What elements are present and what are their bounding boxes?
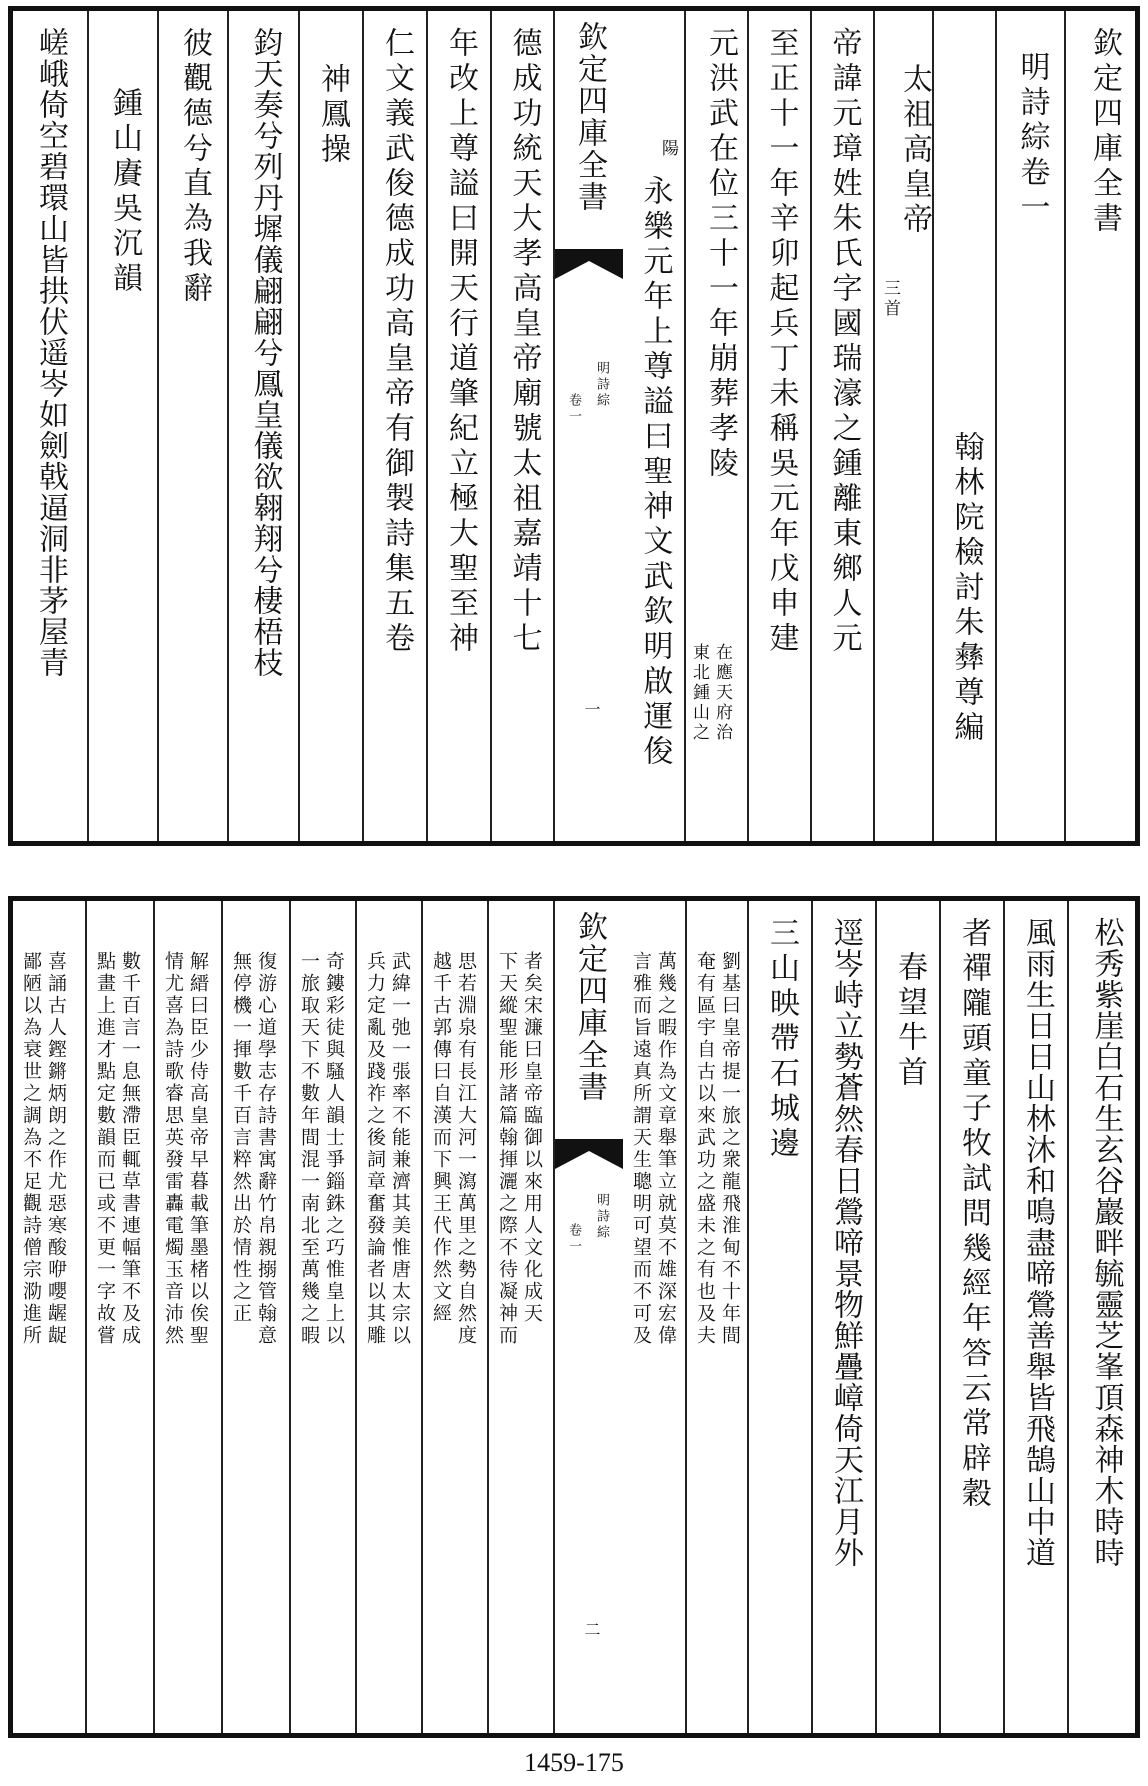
commentary: 越千古郭傳曰自漢而下興王代作然文經 bbox=[430, 951, 452, 1325]
center-page-number: 一 bbox=[582, 701, 601, 720]
commentary-pair bbox=[497, 951, 541, 1347]
text-line: 鈞天奏兮列丹墀儀翩翩兮鳳皇儀欲翱翔兮棲梧枝 bbox=[247, 27, 283, 678]
commentary: 思若淵泉有長江大河一瀉萬里之勢自然度 bbox=[455, 951, 477, 1347]
center-book-title: 欽定四庫全書 bbox=[572, 21, 607, 213]
column-14 bbox=[153, 901, 223, 1733]
commentary-pair bbox=[431, 951, 475, 1347]
column-11 bbox=[355, 901, 423, 1733]
text-line: 三山映帶石城邊 bbox=[764, 917, 799, 1162]
commentary-pair bbox=[365, 951, 409, 1347]
column-9 bbox=[490, 11, 555, 841]
column-6 bbox=[747, 11, 812, 841]
commentary: 喜誦古人鏗鏘炳朗之作尤惡寒酸咿嚶龌龊 bbox=[45, 951, 67, 1347]
commentary: 下天縱聖能形諸篇翰揮灑之際不待凝神而 bbox=[496, 951, 518, 1347]
commentary: 者矣宋濂曰皇帝臨御以來用人文化成天 bbox=[521, 951, 543, 1325]
commentary: 兵力定亂及踐祚之後詞章奮發論者以其雕 bbox=[364, 951, 386, 1347]
column-1 bbox=[1064, 11, 1140, 841]
annotation: 陽 bbox=[658, 139, 678, 159]
column-7 bbox=[685, 901, 749, 1733]
text-line: 帝諱元璋姓朱氏字國瑞濠之鍾離東鄉人元 bbox=[826, 27, 862, 657]
compiler-line: 翰林院檢討朱彝尊編 bbox=[948, 431, 984, 746]
top-page bbox=[8, 6, 1140, 846]
text-line: 德成功統天大孝高皇帝廟號太祖嘉靖十七 bbox=[506, 27, 542, 657]
column-5 bbox=[810, 11, 875, 841]
column-8 bbox=[621, 901, 687, 1733]
book-title: 欽定四庫全書 bbox=[1087, 27, 1122, 237]
center-book-name: 明詩綜 bbox=[594, 361, 609, 409]
column-14 bbox=[157, 11, 229, 841]
column-3 bbox=[932, 11, 997, 841]
center-book-name: 明詩綜 bbox=[594, 1193, 609, 1241]
poem-title: 神鳳操 bbox=[315, 63, 350, 168]
commentary-pair bbox=[631, 951, 675, 1347]
text-line: 逕岑峙立勢蒼然春日鶯啼景物鮮疊嶂倚天江月外 bbox=[828, 917, 863, 1568]
column-13 bbox=[227, 11, 300, 841]
text-line: 元洪武在位三十一年崩葬孝陵 bbox=[703, 27, 738, 482]
commentary: 情尤喜為詩歌睿思英發雷轟電燭玉音沛然 bbox=[162, 951, 184, 1347]
column-6 bbox=[747, 901, 813, 1733]
center-page-number: 二 bbox=[582, 1621, 601, 1640]
text-line: 風雨生日日山林沐和鳴盡啼鶯善舉皆飛鵠山中道 bbox=[1020, 917, 1055, 1568]
column-12 bbox=[289, 901, 357, 1733]
column-9 bbox=[487, 901, 555, 1733]
author-heading: 太祖高皇帝 bbox=[897, 63, 932, 238]
annotation: 東北鍾山之 bbox=[689, 643, 709, 743]
text-line: 松秀紫崖白石生玄谷巖畔毓靈芝峯頂森神木時時 bbox=[1088, 917, 1124, 1568]
fold-center bbox=[553, 901, 623, 1733]
column-5 bbox=[811, 901, 877, 1733]
commentary: 點畫上進才點定數韻而已或不更一字故嘗 bbox=[94, 951, 116, 1347]
commentary: 鄙陋以為衰世之調為不足觀詩僧宗泐進所 bbox=[20, 951, 42, 1347]
text-line: 年改上尊謚曰開天行道肇紀立極大聖至神 bbox=[443, 27, 478, 657]
commentary-pair bbox=[231, 951, 275, 1347]
annotation-pair bbox=[690, 643, 730, 743]
volume-title: 明詩綜卷一 bbox=[1014, 51, 1050, 226]
column-16 bbox=[13, 11, 87, 841]
commentary-pair bbox=[695, 951, 739, 1347]
commentary: 奄有區宇自古以來武功之盛未之有也及夫 bbox=[694, 951, 716, 1347]
column-12 bbox=[298, 11, 364, 841]
text-line: 者禪隴頭童子牧試問幾經年答云常辟穀 bbox=[956, 917, 991, 1512]
fold-center bbox=[553, 11, 623, 841]
column-10 bbox=[426, 11, 492, 841]
commentary-pair bbox=[21, 951, 65, 1347]
commentary: 無停機一揮數千百言粹然出於情性之正 bbox=[230, 951, 252, 1325]
commentary-pair bbox=[163, 951, 207, 1347]
column-15 bbox=[87, 11, 159, 841]
text-line: 彼觀德兮直為我辭 bbox=[177, 27, 212, 307]
center-book-title: 欽定四庫全書 bbox=[572, 911, 607, 1103]
column-1 bbox=[1067, 901, 1140, 1733]
commentary: 萬幾之暇作為文章舉筆立就莫不雄深宏偉 bbox=[655, 951, 677, 1347]
commentary: 復游心道學志存詩書寓辭竹帛親搦管翰意 bbox=[255, 951, 277, 1347]
commentary-pair bbox=[299, 951, 343, 1347]
annotation: 在應天府治 bbox=[712, 643, 732, 743]
column-11 bbox=[362, 11, 428, 841]
column-3 bbox=[939, 901, 1005, 1733]
commentary: 武緯一弛一張率不能兼濟其美惟唐太宗以 bbox=[389, 951, 411, 1347]
column-4 bbox=[873, 11, 934, 841]
commentary: 數千百言一息無滯臣輒草書連幅筆不及成 bbox=[119, 951, 141, 1347]
page-number: 1459-175 bbox=[524, 1748, 624, 1777]
commentary: 言雅而旨遠真所謂天生聰明可望而不可及 bbox=[630, 951, 652, 1347]
column-13 bbox=[221, 901, 291, 1733]
column-15 bbox=[85, 901, 155, 1733]
commentary: 解縉曰臣少侍高皇帝早暮載筆墨楮以俟聖 bbox=[187, 951, 209, 1347]
bottom-page bbox=[8, 896, 1140, 1738]
text-line: 永樂元年上尊謚曰聖神文武欽明啟運俊 bbox=[637, 175, 673, 770]
commentary-pair bbox=[95, 951, 139, 1347]
column-10 bbox=[421, 901, 489, 1733]
text-line: 仁文義武俊德成功高皇帝有御製詩集五卷 bbox=[379, 27, 414, 657]
fishtail-mark-icon bbox=[555, 1139, 623, 1169]
column-2 bbox=[995, 11, 1066, 841]
poem-title: 鍾山賡吳沉韻 bbox=[107, 87, 142, 297]
column-4 bbox=[875, 901, 941, 1733]
commentary: 劉基曰皇帝提一旅之衆龍飛淮甸不十年間 bbox=[719, 951, 741, 1347]
center-volume: 卷一 bbox=[566, 393, 581, 425]
text-line: 至正十一年辛卯起兵丁未稱吳元年戊申建 bbox=[763, 27, 799, 657]
poem-count-note: 三首 bbox=[880, 279, 900, 319]
column-2 bbox=[1003, 901, 1069, 1733]
center-volume: 卷一 bbox=[566, 1223, 581, 1255]
column-7 bbox=[684, 11, 749, 841]
poem-title: 春望牛首 bbox=[892, 951, 927, 1091]
fishtail-mark-icon bbox=[555, 249, 623, 279]
column-8 bbox=[621, 11, 686, 841]
commentary: 奇鏤彩徒與騷人韻士爭錙銖之巧惟皇上以 bbox=[323, 951, 345, 1347]
text-line: 嵯峨倚空碧環山皆拱伏遥岑如劍戟逼洞非茅屋青 bbox=[33, 27, 68, 678]
commentary: 一旅取天下不數年間混一南北至萬幾之暇 bbox=[298, 951, 320, 1347]
column-16 bbox=[13, 901, 85, 1733]
